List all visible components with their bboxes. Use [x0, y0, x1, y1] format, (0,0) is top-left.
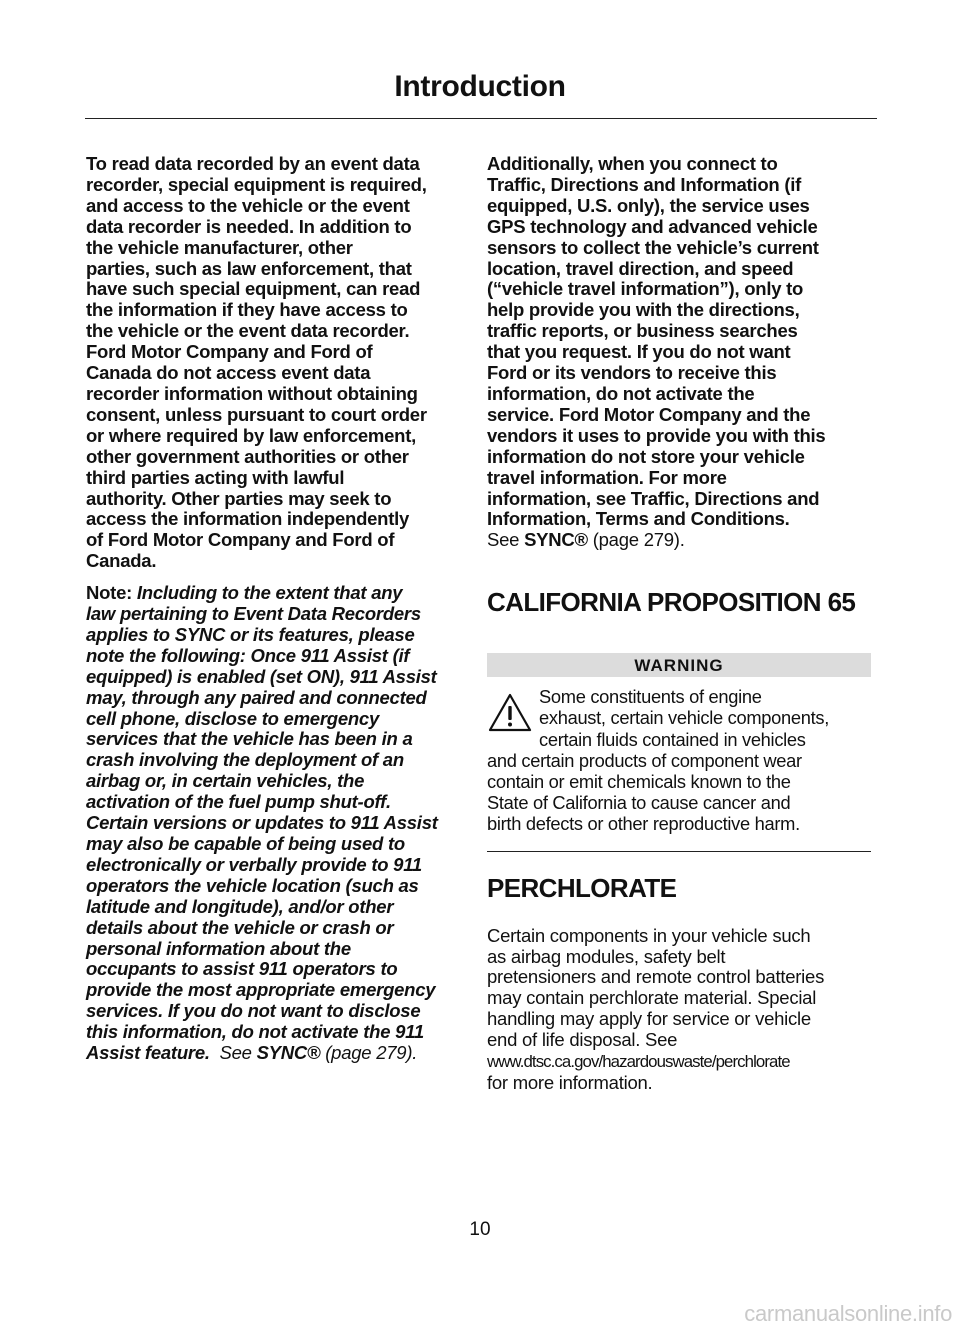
perchlorate-heading: PERCHLORATE [487, 872, 677, 903]
sync-page-link[interactable]: SYNC® [256, 1042, 321, 1064]
warning-box [487, 686, 871, 834]
note-paragraph: Note: Including to the extent that any law pertaining to Event Data Recorders applies to SYNC or its features, please note the following: Once 911 Assist (if equipped) is enabled (set ON), 911 Assist may, through any paired and connected cell phone, disclose to emergency services that the vehicle has been in a crash involving the deployment of an airbag or, in certain vehicles, the activation of the fuel pump shut-off. Certain versions or updates to 911 Assist may also be capable of being used to electronically or verbally provide to 911 operators the vehicle location (such as latitude and longitude), and/or other details about the vehicle or crash or personal information about the occupants to assist 911 operators to provide the most appropriate emergency services. If you do not want to disclose this information, do not activate the 911 Assist feature. See SYNC® (page 279). [86, 582, 438, 1064]
warning-triangle-icon [487, 692, 533, 734]
sync-page-link[interactable]: SYNC® [524, 529, 588, 551]
page-title: Introduction [394, 70, 566, 103]
warning-divider [487, 851, 871, 852]
see-sync-reference: See SYNC® (page 279). [487, 529, 685, 551]
traffic-info-paragraph: Additionally, when you connect to Traffic, Directions and Information (if equipped, U.S. only), the service uses GPS technology and advanced vehicle sensors to collect the vehicle’s current location, travel direction, and speed (“vehicle travel information”), only to help provide you with the directions, traffic reports, or business searches that you request. If you do not want Ford or its vendors to receive this information, do not activate the service. Ford Motor Company and the vendors it uses to provide you with this information do not store your vehicle travel information. For more information, see Traffic, Directions and Information, Terms and Conditions. [487, 153, 826, 530]
warning-text: Some constituents of engine exhaust, certain vehicle components, certain fluids contained in vehicles and certain products of component wear contain or emit chemicals known to the State of California to cause cancer and birth defects or other reproductive harm. [487, 686, 829, 835]
perchlorate-url-link[interactable]: www.dtsc.ca.gov/hazardouswaste/perchlorate [487, 1052, 790, 1072]
right-column [487, 154, 871, 1094]
note-label: Note: [86, 582, 133, 604]
left-column [86, 154, 470, 1064]
watermark: carmanualsonline.info [744, 1301, 952, 1326]
title-divider [85, 118, 877, 119]
perchlorate-paragraph: Certain components in your vehicle such as airbag modules, safety belt pretensioners and remote control batteries may contain perchlorate material. Special handling may apply for service or vehicle end of life disposal. See www.dtsc.ca.gov/hazardouswaste/perchlorate for more information. [487, 924, 825, 1093]
warning-label: WARNING [487, 653, 871, 677]
california-prop65-heading: CALIFORNIA PROPOSITION 65 [487, 587, 856, 618]
page-number: 10 [469, 1219, 491, 1240]
edr-access-paragraph: To read data recorded by an event data recorder, special equipment is required, and access to the vehicle or the event data recorder is needed. In addition to the vehicle manufacturer, other parties, such as law enforcement, that have such special equipment, can read the information if they have access to the vehicle or the event data recorder. Ford Motor Company and Ford of Canada do not access event data recorder information without obtaining consent, unless pursuant to court order or where required by law enforcement, other government authorities or other third parties acting with lawful authority. Other parties may seek to access the information independently of Ford Motor Company and Ford of Canada. [86, 153, 427, 572]
